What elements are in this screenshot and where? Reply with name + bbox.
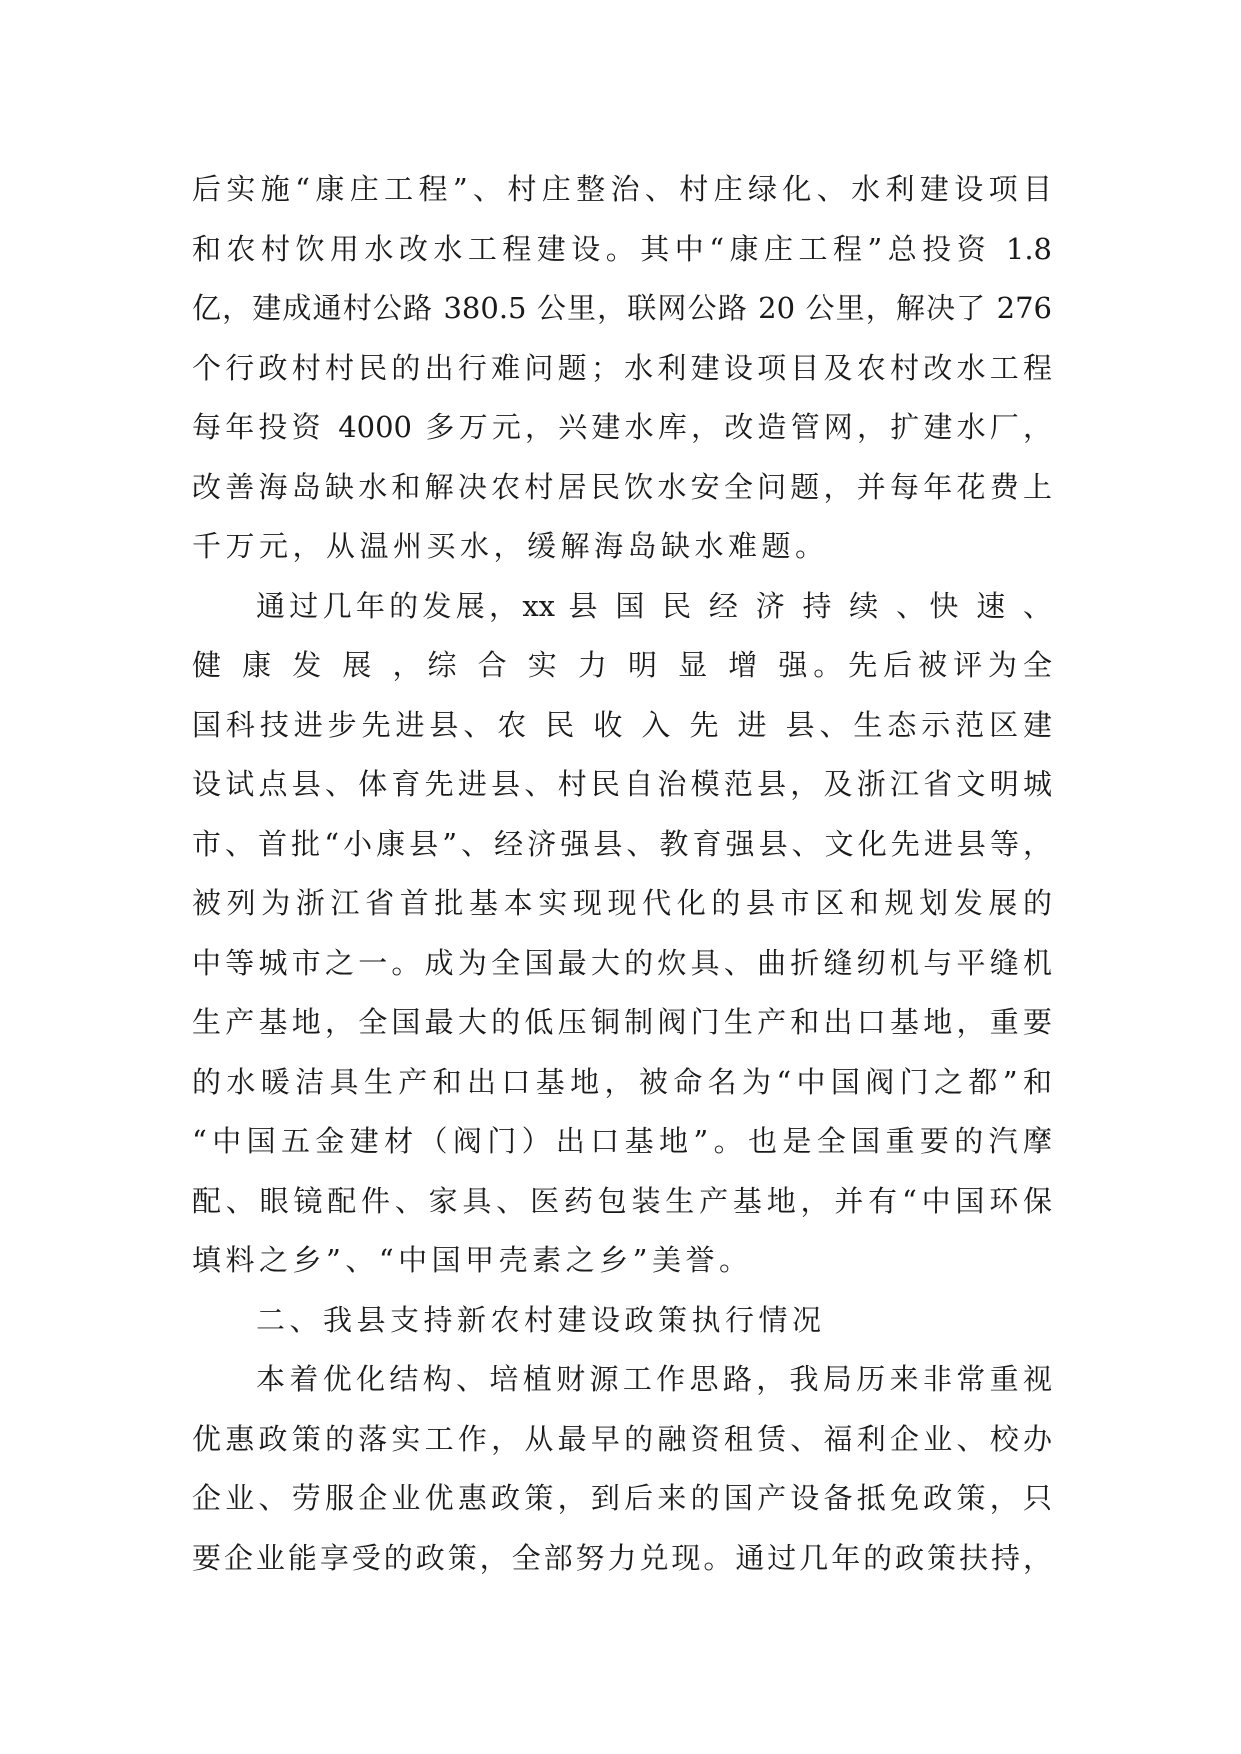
paragraph-first-line: 通过几年的发展，xx 县 国 民 经 济 持 续 、快 速 、 [256, 588, 1052, 623]
text-line: 生产基地，全国最大的低压铜制阀门生产和出口基地，重要 [192, 1005, 1052, 1039]
text-line: 设试点县、体育先进县、村民自治模范县，及浙江省文明城 [192, 767, 1052, 801]
text-line: 配、眼镜配件、家具、医药包装生产基地，并有“中国环保 [192, 1183, 1052, 1218]
paragraph-first-line: 本着优化结构、培植财源工作思路，我局历来非常重视 [256, 1362, 1052, 1396]
text-line: 健 康 发 展 ，综 合 实 力 明 显 增 强。先后被评为全 [192, 648, 1052, 682]
text-line: 被列为浙江省首批基本实现现代化的县市区和规划发展的 [192, 886, 1052, 920]
text-line: 千万元，从温州买水，缓解海岛缺水难题。 [192, 529, 829, 563]
text-line: 和农村饮用水改水工程建设。其中“康庄工程”总投资 1.8 [192, 231, 1052, 266]
text-line: 要企业能享受的政策，全部努力兑现。通过几年的政策扶持， [192, 1540, 1052, 1575]
text-line: “中国五金建材（阀门）出口基地”。也是全国重要的汽摩 [192, 1124, 1052, 1158]
body-text [192, 160, 1052, 1588]
section-heading: 二、我县支持新农村建设政策执行情况 [256, 1302, 826, 1337]
text-line: 优惠政策的落实工作，从最早的融资租赁、福利企业、校办 [192, 1421, 1052, 1456]
text-line: 中等城市之一。成为全国最大的炊具、曲折缝纫机与平缝机 [192, 945, 1052, 980]
text-line: 个行政村村民的出行难问题；水利建设项目及农村改水工程 [192, 350, 1052, 385]
text-line: 每年投资 4000 多万元，兴建水库，改造管网，扩建水厂， [192, 410, 1052, 444]
text-line: 后实施“康庄工程”、村庄整治、村庄绿化、水利建设项目 [192, 172, 1052, 206]
text-line: 亿，建成通村公路 380.5 公里，联网公路 20 公里，解决了 276 [192, 291, 1052, 325]
text-line: 改善海岛缺水和解决农村居民饮水安全问题，并每年花费上 [192, 469, 1052, 504]
text-line: 国科技进步先进县、农 民 收 入 先 进 县、生态示范区建 [192, 707, 1052, 742]
text-line: 填料之乡”、“中国甲壳素之乡”美誉。 [192, 1243, 753, 1277]
text-line: 的水暖洁具生产和出口基地，被命名为“中国阀门之都”和 [192, 1064, 1052, 1099]
text-line: 企业、劳服企业优惠政策，到后来的国产设备抵免政策，只 [192, 1481, 1052, 1515]
text-line: 市、首批“小康县”、经济强县、教育强县、文化先进县等， [192, 826, 1052, 861]
